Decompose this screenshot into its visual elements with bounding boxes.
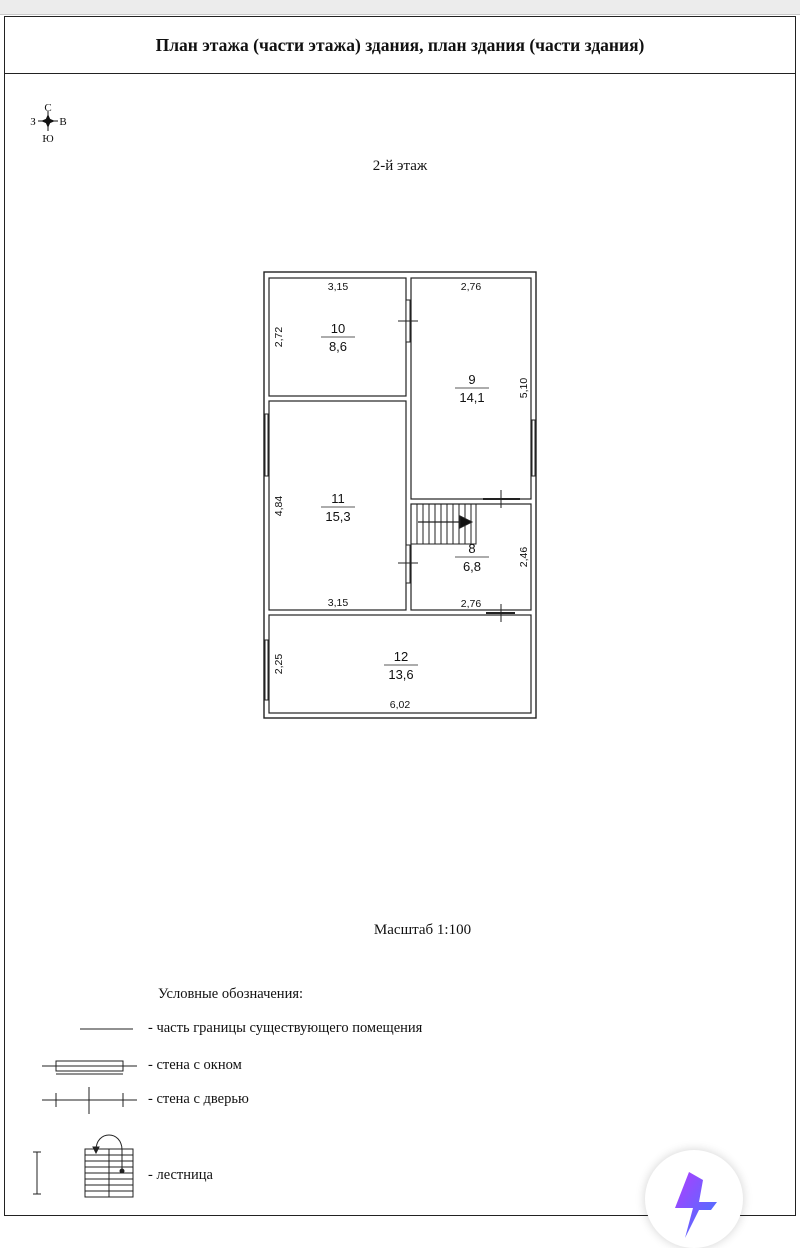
door-opening-room-11 <box>406 545 410 583</box>
staircase <box>411 504 476 544</box>
compass-west-label: З <box>30 116 36 128</box>
room-12-area: 13,6 <box>388 667 414 682</box>
floor-label: 2-й этаж <box>372 158 428 174</box>
room-11-height: 4,84 <box>273 495 285 517</box>
room-11-area: 15,3 <box>325 509 351 524</box>
room-10-width: 3,15 <box>327 281 349 293</box>
legend-label-stairs: - лестница <box>148 1167 213 1183</box>
compass-north-label: С <box>44 102 52 114</box>
room-8-area: 6,8 <box>462 559 482 574</box>
room-11-width: 3,15 <box>327 597 349 609</box>
document-title: План этажа (части этажа) здания, план здания (части здания) <box>155 34 645 55</box>
room-10-number: 10 <box>330 321 346 336</box>
room-9-number: 9 <box>468 372 476 387</box>
room-8-number: 8 <box>468 541 476 556</box>
compass-east-label: В <box>59 116 67 128</box>
room-9-width: 2,76 <box>460 281 482 293</box>
legend-window-icon <box>42 1061 137 1074</box>
legend-label-door: - стена с дверью <box>148 1091 249 1107</box>
stairs-direction-arrow-icon <box>460 516 472 528</box>
legend-title: Условные обозначения: <box>158 986 304 1002</box>
room-12-number: 12 <box>393 649 409 664</box>
compass-south-label: Ю <box>42 133 54 145</box>
room-9-outline <box>411 278 531 499</box>
app-logo-button[interactable] <box>645 1150 743 1248</box>
legend-label-window: - стена с окном <box>148 1057 242 1073</box>
room-12-height: 2,25 <box>273 653 285 675</box>
app-logo-icon <box>645 1150 743 1248</box>
room-11-number: 11 <box>331 491 345 506</box>
window-west-room-12 <box>265 640 268 700</box>
room-10-area: 8,6 <box>328 339 348 354</box>
room-9-height: 5,10 <box>518 377 530 399</box>
doors <box>398 321 520 622</box>
window-west-room-11 <box>265 414 268 476</box>
scale-label: Масштаб 1:100 <box>373 922 472 938</box>
room-8-height: 2,46 <box>518 546 530 568</box>
legend-door-icon <box>42 1087 137 1114</box>
compass-icon <box>30 102 66 145</box>
room-9-area: 14,1 <box>459 390 485 405</box>
room-8-width: 2,76 <box>460 598 482 610</box>
room-12-width: 6,02 <box>389 699 411 711</box>
legend-staircase-icon <box>33 1135 133 1197</box>
room-10-height: 2,72 <box>273 326 285 348</box>
window-east-room-9 <box>532 420 535 476</box>
legend-label-boundary: - часть границы существующего помещения <box>148 1020 423 1036</box>
